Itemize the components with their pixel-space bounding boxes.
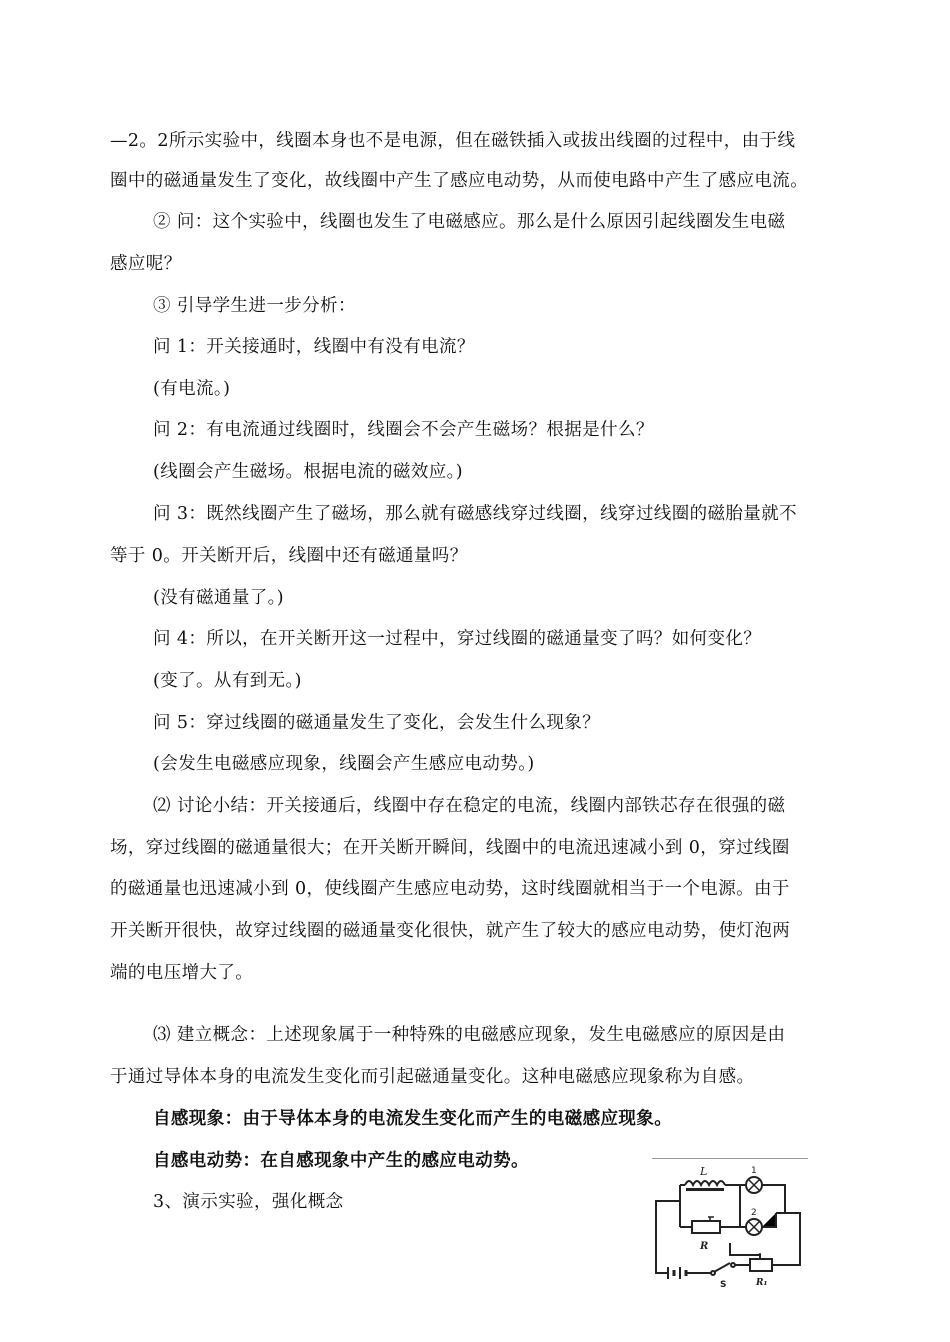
circuit-diagram — [650, 1165, 810, 1289]
lamp-2-label: 2 — [751, 1208, 757, 1218]
definition-self-induction: 自感现象：由于导体本身的电流发生变化而产生的电磁感应现象。 — [153, 1109, 673, 1129]
text-line-8: 问 2：有电流通过线圈时，线圈会不会产生磁场？根据是什么？ — [153, 420, 654, 440]
text-line-17: ⑵ 讨论小结：开关接通后，线圈中存在稳定的电流，线圈内部铁芯存在很强的磁 — [153, 796, 786, 816]
text-line-19: 的磁通量也迅速减小到 0，使线圈产生感应电动势，这时线圈就相当于一个电源。由于 — [110, 879, 790, 899]
switch-icon — [711, 1263, 735, 1275]
definition-self-induced-emf: 自感电动势：在自感现象中产生的感应电动势。 — [153, 1151, 529, 1171]
text-line-21: 端的电压增大了。 — [110, 963, 254, 983]
text-line-5: ③ 引导学生进一步分析： — [153, 296, 356, 316]
text-line-6: 问 1：开关接通时，线圈中有没有电流？ — [153, 337, 475, 357]
text-line-18: 场，穿过线圈的磁通量很大；在开关断开瞬间，线圈中的电流迅速减小到 0，穿过线圈 — [110, 838, 790, 858]
rheostat-r1 — [750, 1259, 772, 1271]
text-line-14: (变了。从有到无。) — [153, 671, 302, 691]
switch-label: S — [720, 1280, 727, 1289]
figure-top-rule — [652, 1158, 808, 1159]
text-line-15: 问 5：穿过线圈的磁通量发生了变化，会发生什么现象？ — [153, 713, 601, 733]
text-line-23: 于通过导体本身的电流发生变化而引起磁通量变化。这种电磁感应现象称为自感。 — [110, 1067, 755, 1087]
text-line-3: ② 问：这个实验中，线圈也发生了电磁感应。那么是什么原因引起线圈发生电磁 — [153, 212, 786, 232]
resistor-label: R — [700, 1241, 709, 1252]
text-line-11: 等于 0。开关断开后，线圈中还有磁通量吗？ — [110, 546, 468, 566]
text-line-9: (线圈会产生磁场。根据电流的磁效应。) — [153, 462, 464, 482]
section-heading-demo: 3、演示实验，强化概念 — [153, 1192, 344, 1212]
text-line-13: 问 4：所以，在开关断开这一过程中，穿过线圈的磁通量变了吗？如何变化？ — [153, 629, 762, 649]
resistor-r — [692, 1221, 720, 1233]
inductor-core — [686, 1188, 724, 1191]
inductor-coil — [685, 1181, 725, 1185]
text-line-1: —2。2所示实验中，线圈本身也不是电源，但在磁铁插入或拔出线圈的过程中，由于线 — [110, 131, 796, 151]
lamp-1-label: 1 — [751, 1166, 757, 1176]
text-line-7: (有电流。) — [153, 379, 231, 399]
text-line-20: 开关断开很快，故穿过线圈的磁通量变化很快，就产生了较大的感应电动势，使灯泡两 — [110, 921, 791, 941]
text-line-16: (会发生电磁感应现象，线圈会产生感应电动势。) — [153, 754, 535, 774]
text-line-12: (没有磁通量了。) — [153, 588, 285, 608]
text-line-4: 感应呢？ — [110, 254, 182, 274]
rheostat-label: R₁ — [756, 1278, 768, 1288]
battery-icon — [668, 1267, 690, 1279]
text-line-22: ⑶ 建立概念：上述现象属于一种特殊的电磁感应现象，发生电磁感应的原因是由 — [153, 1025, 786, 1045]
text-line-10: 问 3：既然线圈产生了磁场，那么就有磁感线穿过线圈，线穿过线圈的磁胎量就不 — [153, 504, 797, 524]
lamp-1-icon — [746, 1177, 762, 1193]
inductor-label: L — [700, 1165, 708, 1178]
text-line-2: 圈中的磁通量发生了变化，故线圈中产生了感应电动势，从而使电路中产生了感应电流。 — [110, 171, 809, 191]
lamp-2-icon — [746, 1219, 762, 1235]
